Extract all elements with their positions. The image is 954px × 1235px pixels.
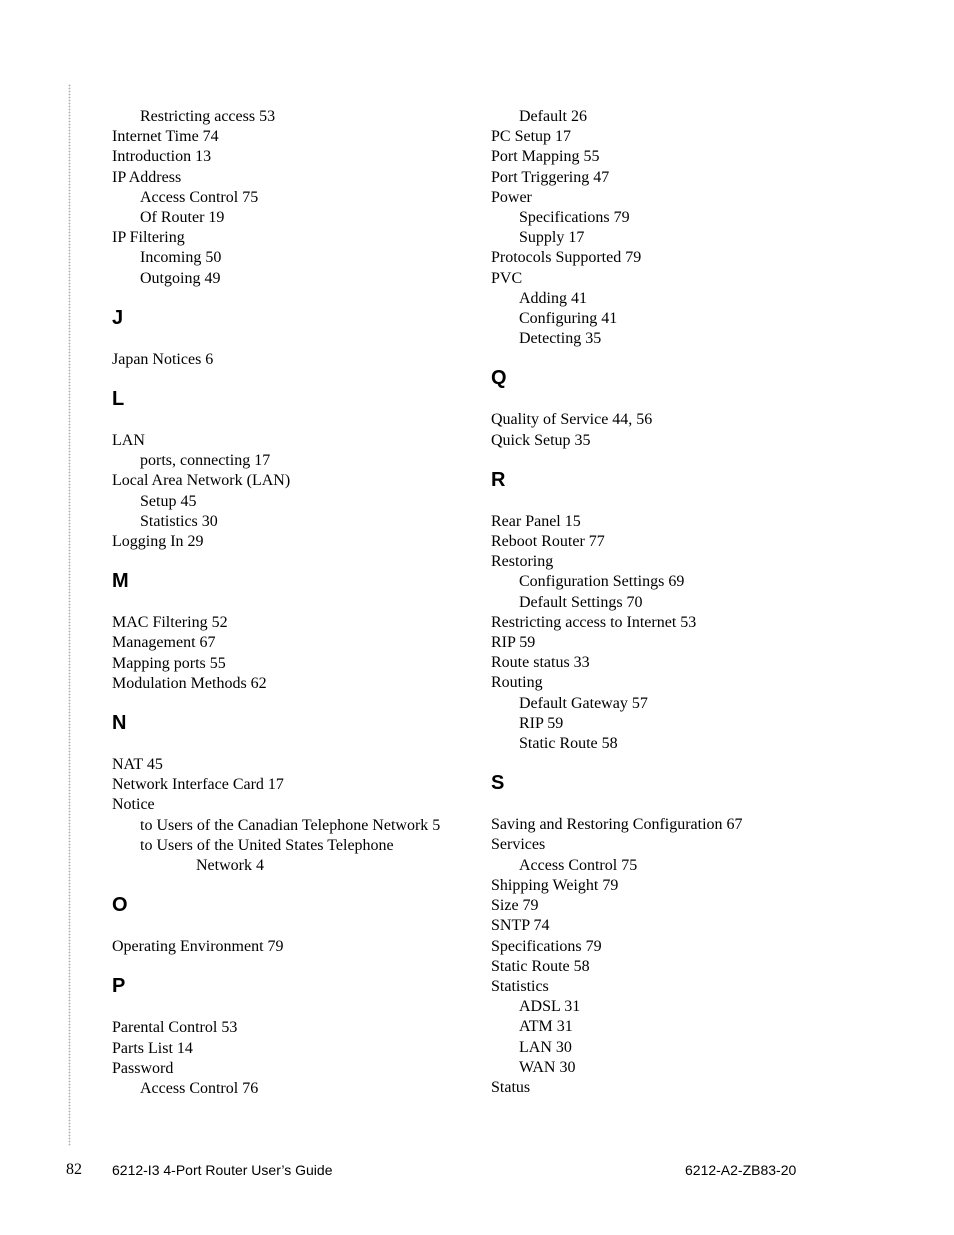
index-subentry: LAN 30 <box>519 1038 572 1056</box>
index-entry: LAN <box>112 432 145 450</box>
index-subentry: Network 4 <box>196 857 264 875</box>
index-section-letter: J <box>112 306 124 329</box>
index-section-letter: P <box>112 975 126 998</box>
index-entry: RIP 59 <box>491 634 536 652</box>
index-entry: IP Filtering <box>112 229 185 247</box>
index-entry: Internet Time 74 <box>112 128 219 146</box>
index-subentry: Specifications 79 <box>519 209 630 227</box>
index-subentry: RIP 59 <box>519 714 564 732</box>
index-subentry: Configuration Settings 69 <box>519 573 685 591</box>
index-entry: Notice <box>112 796 155 814</box>
index-entry: Rear Panel 15 <box>491 512 581 530</box>
index-subentry: Default Gateway 57 <box>519 694 648 712</box>
index-subentry: Statistics 30 <box>140 512 218 530</box>
index-subentry: Outgoing 49 <box>140 269 221 287</box>
index-entry: Services <box>491 836 546 854</box>
index-entry: Protocols Supported 79 <box>491 249 642 267</box>
index-entry: Local Area Network (LAN) <box>112 472 291 490</box>
index-subentry: Supply 17 <box>519 229 585 247</box>
index-entry: Static Route 58 <box>491 957 590 975</box>
index-entry: PVC <box>491 269 523 287</box>
index-entry: Shipping Weight 79 <box>491 876 619 894</box>
index-entry: MAC Filtering 52 <box>112 614 228 632</box>
index-column-left <box>112 107 482 1099</box>
document-number: 6212-A2-ZB83-20 <box>685 1162 797 1178</box>
index-entry: Reboot Router 77 <box>491 533 605 551</box>
index-entry: Introduction 13 <box>112 148 212 166</box>
index-entry: Modulation Methods 62 <box>112 674 267 692</box>
index-entry: Restricting access to Internet 53 <box>491 613 697 631</box>
index-section-letter: Q <box>491 367 507 390</box>
index-entry: Saving and Restoring Configuration 67 <box>491 816 743 834</box>
index-subentry: Configuring 41 <box>519 310 618 328</box>
index-entry: Size 79 <box>491 897 539 915</box>
index-entry: Status <box>491 1078 531 1096</box>
index-subentry: Access Control 76 <box>140 1080 259 1098</box>
index-subentry: Incoming 50 <box>140 249 222 267</box>
index-subentry: to Users of the United States Telephone <box>140 836 394 854</box>
index-section-letter: S <box>491 772 505 795</box>
index-entry: Power <box>491 188 532 206</box>
index-entry: Operating Environment 79 <box>112 938 284 956</box>
index-subentry: to Users of the Canadian Telephone Network 5 <box>140 816 441 834</box>
index-subentry: ATM 31 <box>519 1018 573 1036</box>
index-entry: Logging In 29 <box>112 533 204 551</box>
index-subentry: ports, connecting 17 <box>140 452 271 470</box>
index-entry: SNTP 74 <box>491 917 550 935</box>
index-subentry: Access Control 75 <box>140 188 259 206</box>
index-entry: PC Setup 17 <box>491 128 572 146</box>
index-subentry: Restricting access 53 <box>140 108 276 125</box>
index-entry: Quality of Service 44, 56 <box>491 411 653 429</box>
index-section-letter: O <box>112 894 128 917</box>
index-entry: Routing <box>491 674 543 692</box>
index-subentry: Detecting 35 <box>519 330 602 348</box>
index-subentry: Of Router 19 <box>140 209 225 227</box>
index-entry: Mapping ports 55 <box>112 654 226 672</box>
index-section-letter: L <box>112 388 125 411</box>
index-entry: Parts List 14 <box>112 1039 193 1057</box>
guide-title: 6212-I3 4-Port Router User’s Guide <box>112 1162 333 1178</box>
index-entry: Management 67 <box>112 634 216 652</box>
index-subentry: Default Settings 70 <box>519 593 643 611</box>
index-entry: Network Interface Card 17 <box>112 776 284 794</box>
index-entry: NAT 45 <box>112 756 163 774</box>
index-entry: Specifications 79 <box>491 937 602 955</box>
index-column-right <box>491 107 861 1098</box>
index-subentry: Default 26 <box>519 108 587 125</box>
index-entry: Quick Setup 35 <box>491 431 591 449</box>
index-entry: Port Mapping 55 <box>491 148 600 166</box>
index-subentry: ADSL 31 <box>519 998 581 1016</box>
index-section-letter: M <box>112 570 129 593</box>
index-entry: Japan Notices 6 <box>112 350 214 368</box>
margin-dotted-rule <box>68 84 71 1146</box>
index-entry: Password <box>112 1059 174 1077</box>
index-subentry: WAN 30 <box>519 1058 576 1076</box>
index-entry: Statistics <box>491 977 549 995</box>
page-number: 82 <box>66 1161 82 1178</box>
index-subentry: Adding 41 <box>519 289 587 307</box>
index-entry: Port Triggering 47 <box>491 168 610 186</box>
index-subentry: Static Route 58 <box>519 735 618 753</box>
index-subentry: Access Control 75 <box>519 856 638 874</box>
index-entry: Parental Control 53 <box>112 1019 238 1037</box>
index-entry: IP Address <box>112 168 182 186</box>
index-subentry: Setup 45 <box>140 492 197 510</box>
index-entry: Route status 33 <box>491 654 590 672</box>
index-section-letter: R <box>491 468 506 491</box>
index-entry: Restoring <box>491 553 554 571</box>
index-section-letter: N <box>112 712 127 735</box>
